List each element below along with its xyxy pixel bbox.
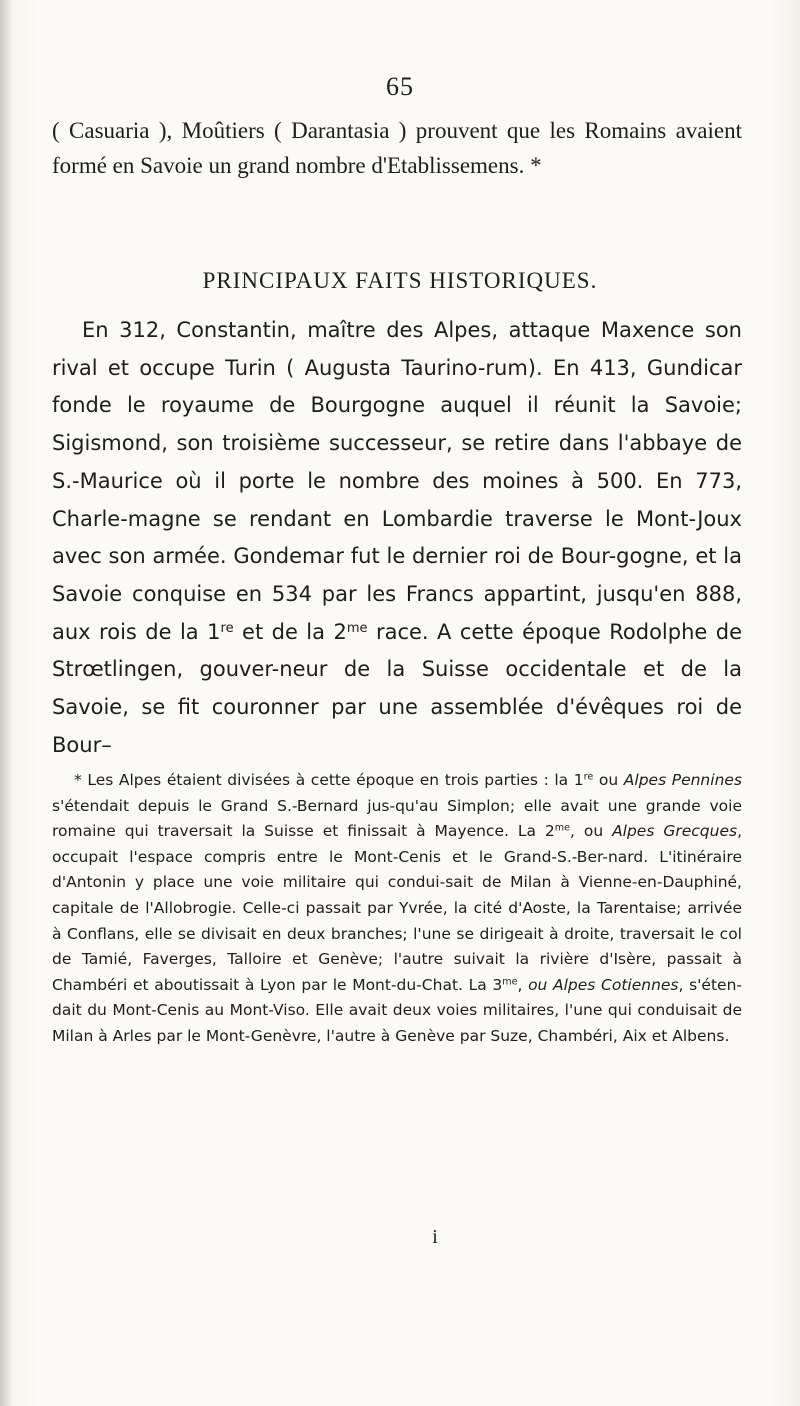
alpes-grecques: Alpes Grecques [612,822,738,841]
intro-place-darantasia: Darantasia [291,118,390,143]
ordinal-suffix: re [583,771,594,783]
ordinal-number: 1 [207,619,221,644]
intro-text: ) prouvent que les Romains avaient formé en Savoie un grand nombre d'Etablissemens. * [52,118,742,178]
ordinal-number: 3 [492,975,503,994]
footnote-part: , occupait l'espace compris entre le Mont-Cenis et le Grand-S.-Ber-nard. L'itinéraire d'Antonin y place une voie militaire qui condui-sait de Milan à Vienne-en-Dauphiné, capitale de l'Allobrogie. Celle-ci passait par Yvrée, la cité d'Aoste, la Tarentaise; arrivée à Conflans, elle se divisait en deux branches; l'une se dirigeait à droite, traversait le col de Tamié, Faverges, Talloire et Genève; l'autre suivait la rivière d'Isère, passait à Chambéri et aboutissait à Lyon par le Mont-du-Chat. La [52,822,742,994]
section-heading: PRINCIPAUX FAITS HISTORIQUES. [202,268,598,293]
alpes-pennines: Alpes Pennines [623,771,742,789]
footnote-text [52,768,742,1050]
intro-text: ), Moûtiers ( [149,118,292,143]
paragraph-part: et de la [233,619,334,644]
paragraph-part: En 312, Constantin, maître des Alpes, attaque Maxence son rival et occupe Turin ( Augusta Taurino-rum). En 413, Gundicar fonde le royaume de Bourgogne auquel il réunit la Savoie; Sigismond, son troisième successeur, se retire dans l'abbaye de S.-Maurice où il porte le nombre des moines à 500. En 773, Charle-magne se rendant en Lombardie traverse le Mont-Joux avec son armée. Gondemar fut le dernier roi de Bour-gogne, et la Savoie conquise en 534 par les Francs appartint, jusqu'en 888, aux rois de la [52,318,742,644]
footnote-part: * Les Alpes étaient divisées à cette époque en trois parties : la [74,771,574,789]
signature-mark: i [432,1226,438,1248]
ordinal-number: 2 [333,619,347,644]
alpes-cotiennes: ou Alpes Cotiennes [528,975,679,994]
footnote-part: ou [593,771,624,789]
footnote-part: , [517,975,529,994]
intro-paragraph [52,113,742,183]
footnote-part: , ou [570,822,613,841]
main-paragraph [52,312,742,764]
paragraph-text [52,312,742,764]
footnote [52,768,742,1050]
ordinal-suffix: re [220,620,234,636]
binding-edge [0,0,10,1406]
footnote-part: , s'éten-dait du Mont-Cenis au Mont-Viso. Elle avait deux voies militaires, l'une qui conduisait de Milan à Arles par le Mont-Genèvre, l'autre à Genève par Suze, Chambéri, Aix et Albens. [52,975,742,1045]
intro-place-casuaria: Casuaria [69,118,150,143]
ordinal-number: 1 [573,771,584,789]
paragraph-part: race. A cette époque Rodolphe de Strœtlingen, gouver-neur de la Suisse occidentale et de la Savoie, se fit couronner par une assemblée d'évêques roi de Bour– [52,619,742,757]
ordinal-number: 2 [544,822,555,841]
page-number: 65 [386,72,414,101]
ordinal-suffix: me [554,822,570,834]
ordinal-suffix: me [346,620,368,636]
footnote-part: s'étendait depuis le Grand S.-Bernard jus-qu'au Simplon; elle avait une grande voie romaine qui traversait la Suisse et finissait à Mayence. La [52,796,742,841]
intro-text: ( [52,118,70,143]
ordinal-suffix: me [502,976,518,988]
